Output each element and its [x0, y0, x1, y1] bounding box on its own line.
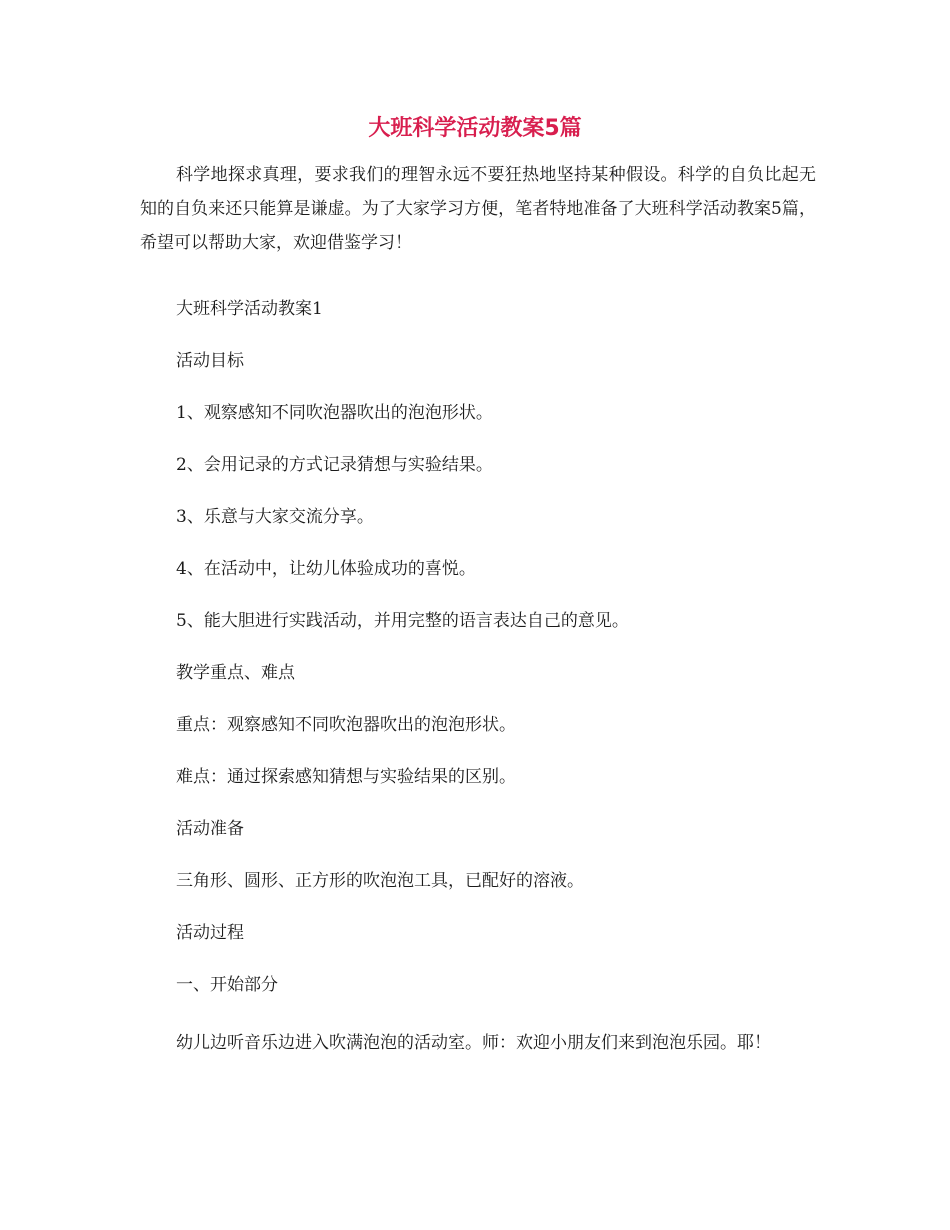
opening-part-text: 幼儿边听音乐边进入吹满泡泡的活动室。师：欢迎小朋友们来到泡泡乐园。耶！: [176, 1033, 771, 1053]
heading-preparation: 活动准备: [176, 819, 244, 839]
heading-key-points: 教学重点、难点: [176, 663, 295, 683]
goal-item-2: 2、会用记录的方式记录猜想与实验结果。: [176, 455, 493, 475]
goal-item-1: 1、观察感知不同吹泡器吹出的泡泡形状。: [176, 403, 493, 423]
key-point: 重点：观察感知不同吹泡器吹出的泡泡形状。: [176, 715, 516, 735]
goal-item-5: 5、能大胆进行实践活动，并用完整的语言表达自己的意见。: [176, 611, 629, 631]
document-title: 大班科学活动教案5篇: [368, 116, 582, 141]
heading-opening-part: 一、开始部分: [176, 975, 278, 995]
intro-paragraph: 科学地探求真理，要求我们的理智永远不要狂热地坚持某种假设。科学的自负比起无知的自负来还只能算是谦虚。为了大家学习方便，笔者特地准备了大班科学活动教案5篇，希望可以帮助大家，欢迎借鉴学习！: [140, 165, 816, 253]
difficult-point: 难点：通过探索感知猜想与实验结果的区别。: [176, 767, 516, 787]
heading-activity-goals: 活动目标: [176, 351, 244, 371]
preparation-text: 三角形、圆形、正方形的吹泡泡工具，已配好的溶液。: [176, 871, 584, 891]
heading-process: 活动过程: [176, 923, 244, 943]
goal-item-3: 3、乐意与大家交流分享。: [176, 507, 374, 527]
goal-item-4: 4、在活动中，让幼儿体验成功的喜悦。: [176, 559, 476, 579]
section-heading-lesson-1: 大班科学活动教案1: [176, 299, 323, 319]
